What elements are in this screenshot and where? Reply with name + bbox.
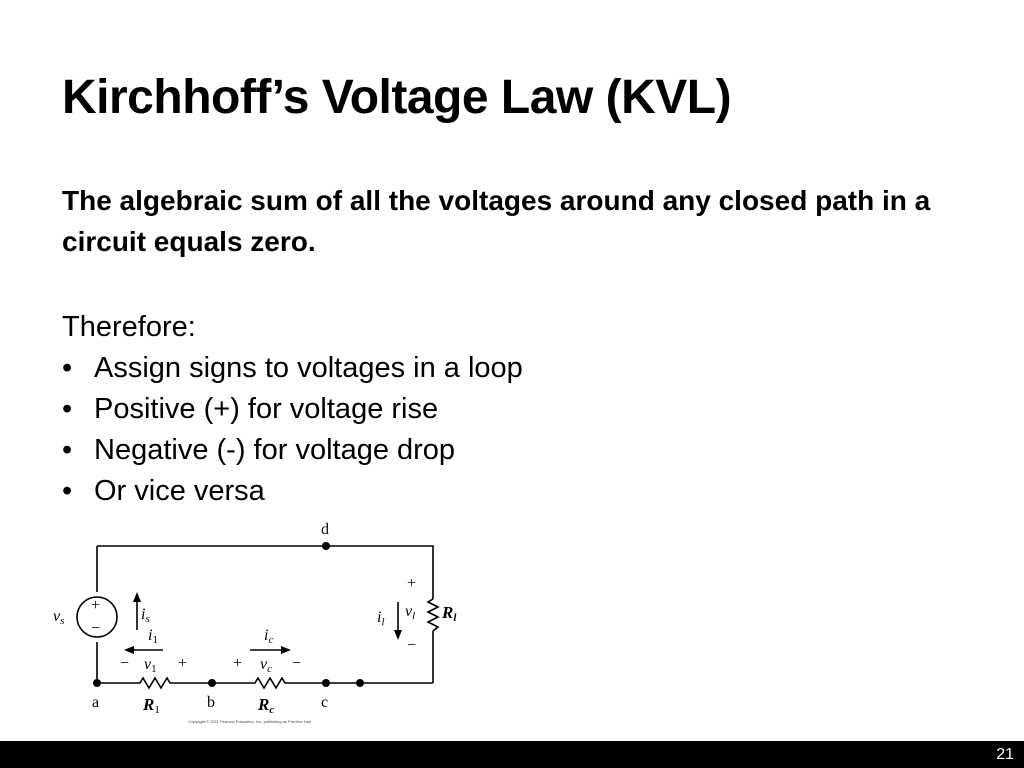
rl-current-label: il bbox=[377, 609, 385, 628]
bullet-list bbox=[62, 348, 523, 512]
rc-plus: + bbox=[233, 655, 243, 672]
page-number: 21 bbox=[996, 746, 1014, 763]
rc-voltage-label: vc bbox=[260, 656, 272, 675]
list-item bbox=[62, 471, 523, 512]
bullet-text: Negative (-) for voltage drop bbox=[94, 434, 456, 466]
rl-label: Rl bbox=[442, 603, 457, 624]
slide-title: Kirchhoff’s Voltage Law (KVL) bbox=[62, 71, 732, 124]
load-resistor-zigzag bbox=[428, 599, 438, 631]
r1-label: R1 bbox=[143, 695, 160, 716]
bullet-text: Assign signs to voltages in a loop bbox=[94, 352, 523, 384]
source-plus: + bbox=[91, 597, 101, 614]
rc-label: Rc bbox=[258, 695, 275, 716]
node-b-label: b bbox=[207, 694, 215, 711]
node-a-label: a bbox=[92, 694, 100, 711]
list-item bbox=[62, 389, 523, 430]
list-item bbox=[62, 430, 523, 471]
rl-minus: − bbox=[407, 637, 417, 654]
top-wire bbox=[97, 546, 433, 599]
node-extra-dot bbox=[356, 679, 364, 687]
node-a-dot bbox=[93, 679, 101, 687]
rc-current-label: ic bbox=[264, 627, 274, 646]
bullet-icon: • bbox=[62, 434, 73, 466]
r1-plus: + bbox=[178, 655, 188, 672]
bullet-icon: • bbox=[62, 475, 73, 507]
node-c-label: c bbox=[321, 694, 329, 711]
footer-bar bbox=[0, 741, 1024, 768]
rc-minus: − bbox=[292, 655, 302, 672]
bullet-icon: • bbox=[62, 393, 73, 425]
node-d-label: d bbox=[321, 521, 329, 538]
circuit-diagram bbox=[40, 518, 480, 733]
node-c-dot bbox=[322, 679, 330, 687]
r1-minus: − bbox=[120, 655, 130, 672]
source-current-label: is bbox=[141, 606, 150, 625]
kvl-statement: The algebraic sum of all the voltages around any closed path in a circuit equals zero. bbox=[62, 185, 931, 257]
rl-voltage-label: vl bbox=[405, 603, 416, 622]
node-b-dot bbox=[208, 679, 216, 687]
bullet-icon: • bbox=[62, 352, 73, 384]
bullet-text: Or vice versa bbox=[94, 475, 265, 507]
list-item bbox=[62, 348, 523, 389]
rl-plus: + bbox=[407, 575, 417, 592]
r1-voltage-label: v1 bbox=[144, 656, 157, 675]
source-minus: − bbox=[91, 620, 101, 637]
source-label: vs bbox=[53, 608, 65, 627]
node-d-dot bbox=[322, 542, 330, 550]
bottom-wire bbox=[97, 678, 433, 688]
bullet-text: Positive (+) for voltage rise bbox=[94, 393, 439, 425]
r1-current-label: i1 bbox=[148, 627, 158, 646]
therefore-label: Therefore: bbox=[62, 311, 196, 343]
copyright-note: Copyright © 2011 Pearson Education, Inc. publishing as Prentice Hall bbox=[188, 719, 311, 724]
